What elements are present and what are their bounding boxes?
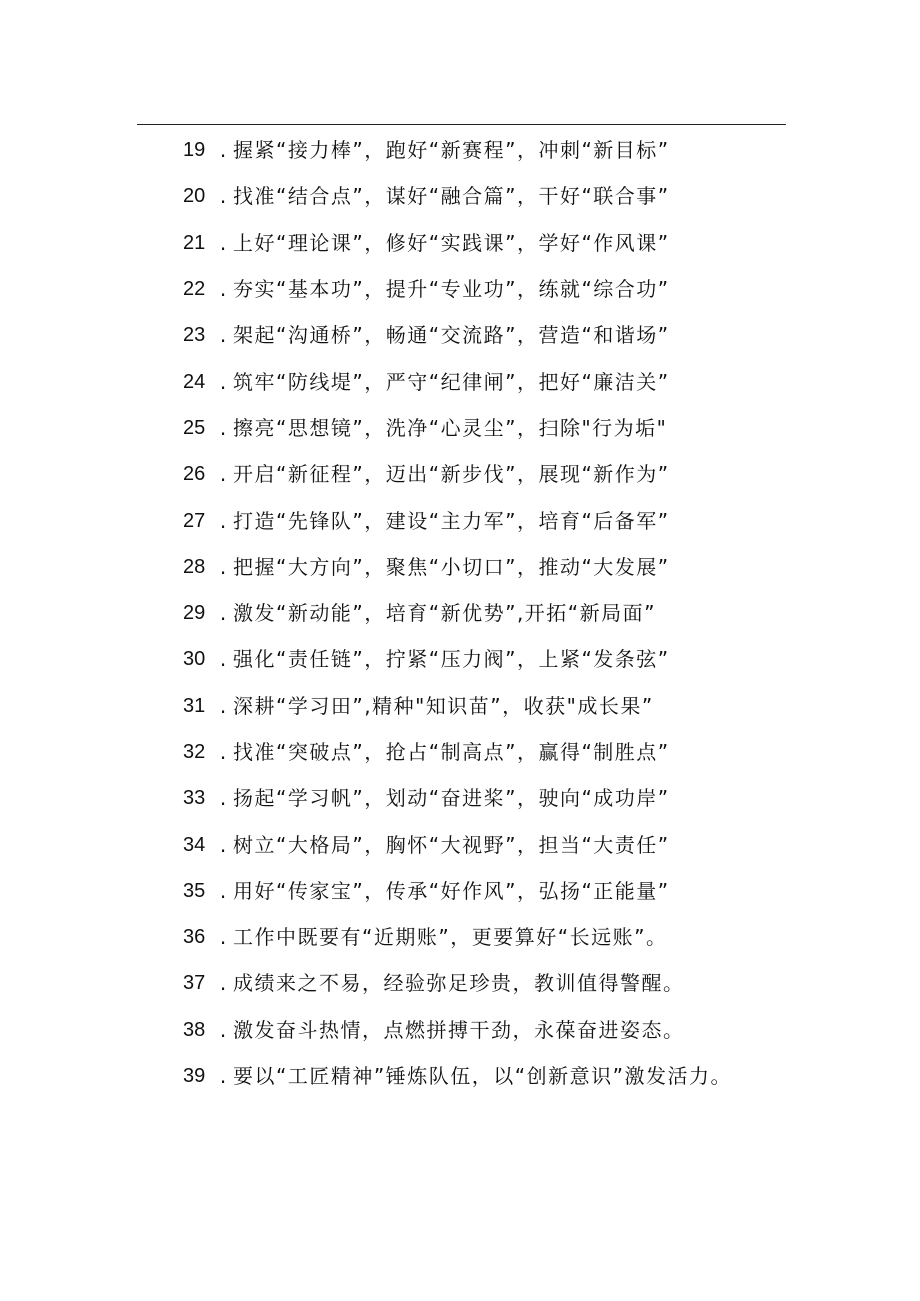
- item-text: 树立“大格局”，胸怀“大视野”，担当“大责任”: [233, 832, 670, 857]
- list-item: 25 . 擦亮“思想镜”，洗净“心灵尘”，扫除"行为垢": [183, 405, 803, 451]
- list-item: 26 . 开启“新征程”，迈出“新步伐”，展现“新作为”: [183, 451, 803, 497]
- item-number: 23: [183, 324, 206, 347]
- item-text: 找准“突破点”，抢占“制高点”，赢得“制胜点”: [233, 740, 670, 764]
- item-text: 成绩来之不易，经验弥足珍贵，教训值得警醒。: [233, 971, 685, 996]
- item-number: 35: [183, 879, 206, 902]
- item-text: 夯实“基本功”，提升“专业功”，练就“综合功”: [233, 277, 670, 302]
- item-text: 开启“新征程”，迈出“新步伐”，展现“新作为”: [233, 462, 670, 487]
- item-text: 深耕“学习田”,精种"知识苗”，收获"成长果”: [233, 693, 654, 718]
- item-number: 22: [183, 278, 206, 301]
- item-text: 打造“先锋队”，建设“主力军”，培育“后备军”: [233, 508, 670, 533]
- item-text: 握紧“接力棒”，跑好“新赛程”，冲刺“新目标”: [233, 138, 670, 163]
- item-text: 找准“结合点”，谋好“融合篇”，干好“联合事”: [233, 184, 670, 209]
- item-text: 筑牢“防线堤”，严守“纪律闸”，把好“廉洁关”: [233, 369, 670, 394]
- item-number: 28: [183, 555, 206, 578]
- item-number: 32: [183, 741, 206, 763]
- list-item: 35 . 用好“传家宝”，传承“好作风”，弘扬“正能量”: [183, 868, 803, 914]
- item-text: 工作中既要有“近期账”，更要算好“长远账”。: [233, 925, 668, 950]
- list-item: 37 . 成绩来之不易，经验弥足珍贵，教训值得警醒。: [183, 960, 803, 1006]
- item-number: 21: [183, 231, 206, 254]
- list-item: 39 . 要以“工匠精神”锤炼队伍，以“创新意识”激发活力。: [183, 1053, 803, 1099]
- list-item: 36 . 工作中既要有“近期账”，更要算好“长远账”。: [183, 914, 803, 960]
- item-number: 29: [183, 602, 206, 625]
- item-number: 38: [183, 1018, 206, 1041]
- item-number: 25: [183, 416, 206, 439]
- list-item: 34 . 树立“大格局”，胸怀“大视野”，担当“大责任”: [183, 821, 803, 867]
- item-text: 擦亮“思想镜”，洗净“心灵尘”，扫除"行为垢": [233, 415, 668, 440]
- list-item: 33 . 扬起“学习帆”，划动“奋进桨”，驶向“成功岸”: [183, 775, 803, 821]
- list-item: 22 . 夯实“基本功”，提升“专业功”，练就“综合功”: [183, 266, 803, 312]
- item-text: 激发“新动能”，培育“新优势”,开拓“新局面”: [233, 601, 657, 626]
- list-item: 23 . 架起“沟通桥”，畅通“交流路”，营造“和谐场”: [183, 312, 803, 358]
- list-item: 31 . 深耕“学习田”,精种"知识苗”，收获"成长果”: [183, 683, 803, 729]
- item-text: 扬起“学习帆”，划动“奋进桨”，驶向“成功岸”: [233, 786, 670, 811]
- list-item: 20 . 找准“结合点”，谋好“融合篇”，干好“联合事”: [183, 173, 803, 219]
- item-number: 36: [183, 926, 206, 949]
- item-number: 37: [183, 972, 206, 995]
- list-item: 28 . 把握“大方向”，聚焦“小切口”，推动“大发展”: [183, 544, 803, 590]
- list-item: 19 . 握紧“接力棒”，跑好“新赛程”，冲刺“新目标”: [183, 127, 803, 173]
- slogan-list: [183, 127, 803, 1099]
- item-number: 19: [183, 139, 206, 162]
- item-number: 30: [183, 648, 206, 671]
- item-text: 强化“责任链”，拧紧“压力阀”，上紧“发条弦”: [233, 647, 670, 672]
- item-number: 34: [183, 833, 206, 856]
- item-text: 上好“理论课”，修好“实践课”，学好“作风课”: [233, 230, 670, 255]
- item-text: 用好“传家宝”，传承“好作风”，弘扬“正能量”: [233, 878, 670, 903]
- item-text: 激发奋斗热情，点燃拼搏干劲，永葆奋进姿态。: [233, 1017, 685, 1042]
- item-number: 27: [183, 509, 206, 532]
- list-item: 24 . 筑牢“防线堤”，严守“纪律闸”，把好“廉洁关”: [183, 358, 803, 404]
- list-item: 27 . 打造“先锋队”，建设“主力军”，培育“后备军”: [183, 497, 803, 543]
- item-text: 架起“沟通桥”，畅通“交流路”，营造“和谐场”: [233, 323, 670, 348]
- item-text: 把握“大方向”，聚焦“小切口”，推动“大发展”: [233, 554, 670, 579]
- item-number: 24: [183, 370, 206, 393]
- item-number: 33: [183, 787, 206, 810]
- list-item: 21 . 上好“理论课”，修好“实践课”，学好“作风课”: [183, 220, 803, 266]
- list-item: 30 . 强化“责任链”，拧紧“压力阀”，上紧“发条弦”: [183, 636, 803, 682]
- header-rule: [137, 124, 786, 125]
- item-number: 20: [183, 185, 206, 208]
- item-text: 要以“工匠精神”锤炼队伍，以“创新意识”激发活力。: [233, 1064, 732, 1089]
- item-number: 39: [183, 1065, 206, 1088]
- list-item: 32 . 找准“突破点”，抢占“制高点”，赢得“制胜点”: [183, 729, 803, 775]
- item-number: 26: [183, 463, 206, 486]
- list-item: 38 . 激发奋斗热情，点燃拼搏干劲，永葆奋进姿态。: [183, 1007, 803, 1053]
- list-item: 29 . 激发“新动能”，培育“新优势”,开拓“新局面”: [183, 590, 803, 636]
- item-number: 31: [183, 694, 206, 717]
